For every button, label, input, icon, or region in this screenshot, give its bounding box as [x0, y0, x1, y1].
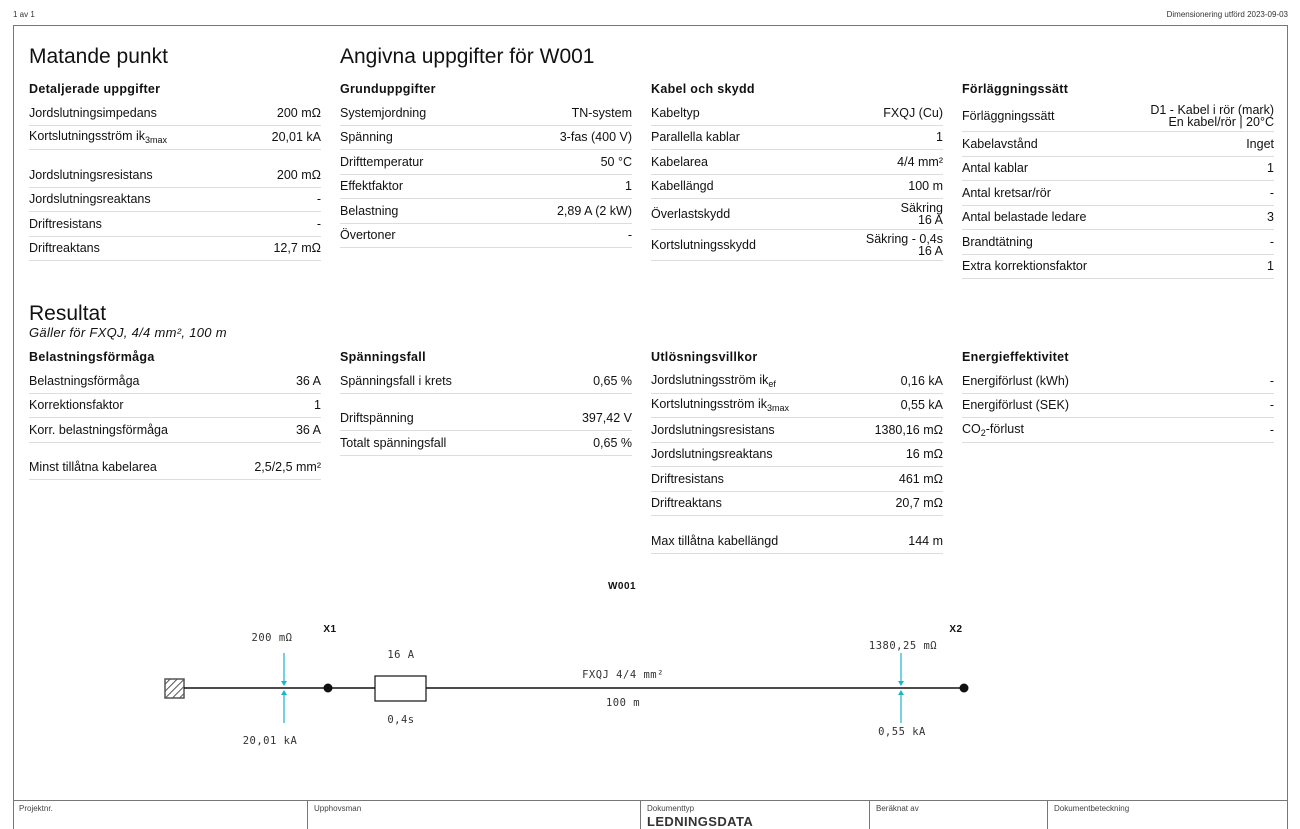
- table-row: Totalt spänningsfall 0,65 %: [340, 431, 632, 456]
- table-row: Minst tillåtna kabelarea 2,5/2,5 mm²: [29, 456, 321, 481]
- node-x2-label: X2: [949, 624, 963, 635]
- table-row: Kabellängd 100 m: [651, 175, 943, 200]
- node-x1-label: X1: [323, 624, 337, 635]
- feed-title: Matande punkt: [29, 45, 168, 68]
- table-row: Korrektionsfaktor 1: [29, 394, 321, 419]
- cable-length-label: 100 m: [605, 697, 641, 709]
- project-number-cell: Projektnr.: [13, 801, 308, 829]
- result-subtitle: Gäller för FXQJ, 4/4 mm², 100 m: [29, 325, 227, 340]
- title-block: [13, 800, 1288, 829]
- feed-impedance-label: 200 mΩ: [251, 632, 293, 644]
- fuse-time-label: 0,4s: [387, 714, 415, 726]
- table-row: Korr. belastningsförmåga 36 A: [29, 418, 321, 443]
- table-row: Driftreaktans 12,7 mΩ: [29, 237, 321, 262]
- document-type-cell: Dokumenttyp LEDNINGSDATA: [641, 801, 870, 829]
- trip-conditions: [651, 348, 943, 554]
- table-row: Driftspänning 397,42 V: [340, 407, 632, 432]
- table-row: Max tillåtna kabellängd 144 m: [651, 529, 943, 554]
- capacity-title: Belastningsförmåga: [29, 350, 155, 364]
- feed-details: [29, 80, 321, 261]
- table-row: Kabeltyp FXQJ (Cu): [651, 101, 943, 126]
- page-number: 1 av 1: [13, 10, 35, 19]
- end-current-label: 0,55 kA: [878, 726, 926, 738]
- table-row: Antal belastade ledare 3: [962, 206, 1274, 231]
- table-row: Belastningsförmåga 36 A: [29, 369, 321, 394]
- table-row: Jordslutningsimpedans 200 mΩ: [29, 101, 321, 126]
- table-row: Belastning 2,89 A (2 kW): [340, 199, 632, 224]
- table-row: Kabelarea 4/4 mm²: [651, 150, 943, 175]
- table-row: Parallella kablar 1: [651, 126, 943, 151]
- table-row: Övertoner -: [340, 224, 632, 249]
- document-type-value: LEDNINGSDATA: [647, 814, 754, 829]
- table-row: Kortslutningsström $ik_{3max}$ 0,55 kA: [651, 394, 943, 419]
- voltage-drop: [340, 348, 632, 456]
- drop-title: Spänningsfall: [340, 350, 426, 364]
- cable-type-label: FXQJ 4/4 mm²: [582, 669, 664, 681]
- table-row: Extra korrektionsfaktor 1: [962, 255, 1274, 280]
- cable-title: Kabel och skydd: [651, 82, 755, 96]
- table-row: Brandtätning -: [962, 230, 1274, 255]
- table-row: Jordslutningsresistans 200 mΩ: [29, 163, 321, 188]
- feed-current-label: 20,01 kA: [242, 735, 298, 747]
- installation-method: [962, 80, 1274, 279]
- table-row: Förläggningssätt D1 - Kabel i rör (mark) En kabel/rör | 20°C: [962, 101, 1274, 132]
- feed-detail-title: Detaljerade uppgifter: [29, 82, 161, 96]
- table-row: Jordslutningsresistans 1380,16 mΩ: [651, 418, 943, 443]
- table-row: Systemjordning TN-system: [340, 101, 632, 126]
- cable-protection: [651, 80, 943, 261]
- author-cell: Upphovsman: [308, 801, 641, 829]
- energy-title: Energieffektivitet: [962, 350, 1069, 364]
- energy-efficiency: [962, 348, 1274, 443]
- table-row: Kortslutningsström $ik_{3max}$ 20,01 kA: [29, 126, 321, 151]
- table-row: Effektfaktor 1: [340, 175, 632, 200]
- table-row: Överlastskydd Säkring 16 A: [651, 199, 943, 230]
- table-row: Kabelavstånd Inget: [962, 132, 1274, 157]
- table-row: Drifttemperatur 50 °C: [340, 150, 632, 175]
- end-impedance-label: 1380,25 mΩ: [868, 640, 938, 652]
- table-row: Antal kretsar/rör -: [962, 181, 1274, 206]
- table-row: Jordslutningsreaktans 16 mΩ: [651, 443, 943, 468]
- result-title: Resultat: [29, 302, 107, 325]
- table-row: Spänningsfall i krets 0,65 %: [340, 369, 632, 394]
- table-row: Energiförlust (SEK) -: [962, 394, 1274, 419]
- fuse-rating-label: 16 A: [387, 649, 415, 661]
- install-title: Förläggningssätt: [962, 82, 1069, 96]
- basic-info: [340, 80, 632, 248]
- diagram-title: W001: [607, 581, 637, 592]
- load-capacity: [29, 348, 321, 480]
- table-row: Kortslutningsskydd Säkring - 0,4s 16 A: [651, 230, 943, 261]
- table-row: Spänning 3-fas (400 V): [340, 126, 632, 151]
- table-row: Driftresistans 461 mΩ: [651, 467, 943, 492]
- table-row: Energiförlust (kWh) -: [962, 369, 1274, 394]
- calculation-date: Dimensionering utförd 2023-09-03: [1166, 10, 1288, 19]
- table-row: Driftresistans -: [29, 212, 321, 237]
- table-row: Jordslutningsreaktans -: [29, 188, 321, 213]
- table-row: Antal kablar 1: [962, 157, 1274, 182]
- table-row: $CO_2$-förlust -: [962, 418, 1274, 443]
- basic-title: Grunduppgifter: [340, 82, 436, 96]
- given-title: Angivna uppgifter för W001: [340, 45, 595, 68]
- table-row: Driftreaktans 20,7 mΩ: [651, 492, 943, 517]
- calculated-by-cell: Beräknat av: [870, 801, 1048, 829]
- table-row: Jordslutningsström $ik_{ef}$ 0,16 kA: [651, 369, 943, 394]
- trip-title: Utlösningsvillkor: [651, 350, 758, 364]
- document-id-cell: Dokumentbeteckning: [1054, 804, 1130, 813]
